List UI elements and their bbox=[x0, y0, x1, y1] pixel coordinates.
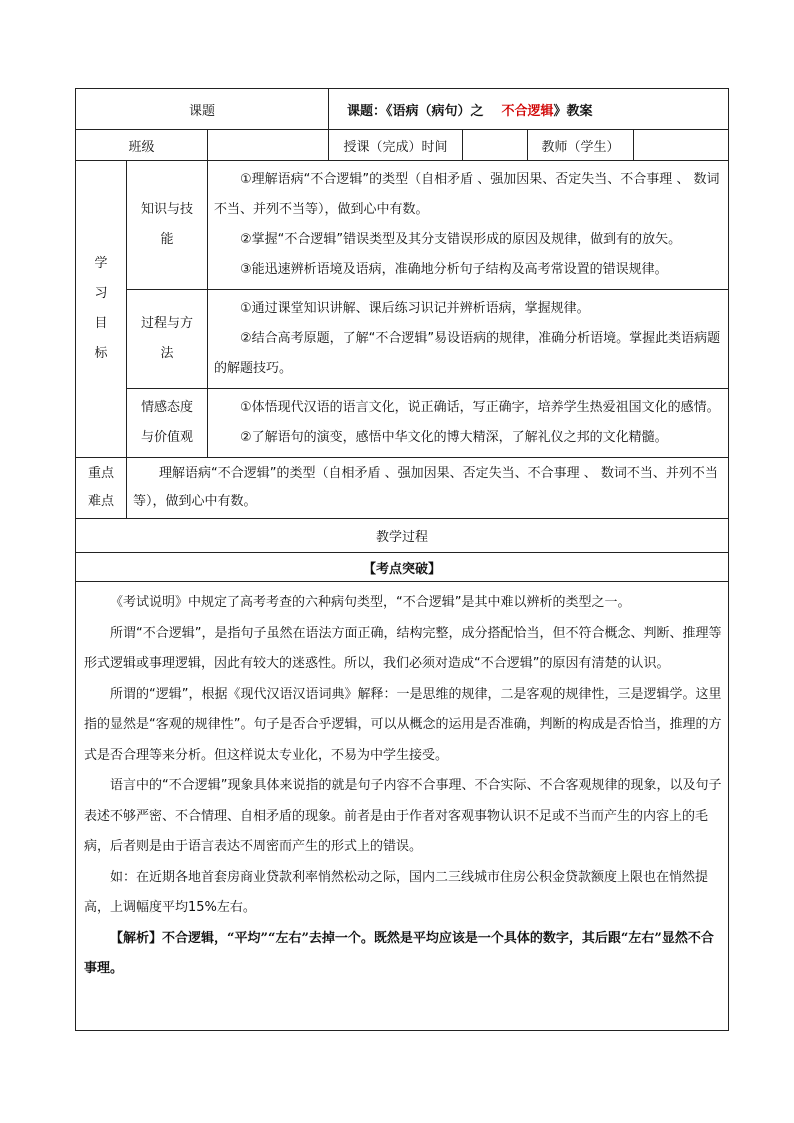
key-points-row bbox=[76, 458, 729, 519]
objective-line: ①理解语病“不合逻辑”的类型（自相矛盾 、强加因果、否定失当、不合事理 、 数词不当、并列不当等），做到心中有数。 bbox=[214, 172, 720, 217]
title-value-main: 课题：《语病（病句）之 bbox=[347, 103, 484, 119]
objective-line: ③能迅速辨析语境及语病，准确地分析句子结构及高考常设置的错误规律。 bbox=[240, 262, 668, 277]
objective-label-line: 过程与方 bbox=[140, 316, 193, 331]
objective-label-process bbox=[127, 290, 208, 389]
objectives-group-char: 目 bbox=[94, 316, 108, 331]
title-value-end: 》教案 bbox=[553, 103, 593, 119]
time-value bbox=[463, 130, 528, 161]
title-value-highlight: 不合逻辑 bbox=[501, 103, 554, 119]
objective-text-attitude bbox=[208, 389, 729, 458]
objective-text-knowledge bbox=[208, 161, 729, 290]
process-subheading-row bbox=[76, 553, 729, 582]
objective-label-line: 情感态度 bbox=[140, 400, 193, 415]
objective-row-attitude bbox=[76, 389, 729, 458]
lesson-plan-table bbox=[75, 88, 729, 1031]
objective-label-line: 知识与技 bbox=[140, 202, 193, 217]
time-label: 授课（完成）时间 bbox=[329, 130, 463, 161]
process-paragraph: 《考试说明》中规定了高考考查的六种病句类型，“不合逻辑”是其中难以辨析的类型之一。 bbox=[110, 595, 631, 610]
process-paragraph: 如：在近期各地首套房商业贷款利率悄然松动之际，国内二三线城市住房公积金贷款额度上限也在悄然提高，上调幅度平均15%左右。 bbox=[84, 869, 709, 915]
teacher-label: 教师（学生） bbox=[528, 130, 634, 161]
objectives-group-char: 学 bbox=[94, 256, 108, 271]
title-value bbox=[329, 89, 729, 130]
objective-line: ②结合高考原题，了解“不合逻辑”易设语病的规律，准确分析语境。掌握此类语病题的解题技巧。 bbox=[214, 331, 721, 376]
class-value bbox=[208, 130, 329, 161]
objective-label-knowledge bbox=[127, 161, 208, 290]
objective-line: ①体悟现代汉语的语言文化，说正确话，写正确字，培养学生热爱祖国文化的感情。 bbox=[240, 400, 720, 415]
lesson-plan-page bbox=[75, 88, 728, 1041]
process-body-row bbox=[76, 582, 729, 1031]
process-paragraph: 语言中的“不合逻辑”现象具体来说指的就是句子内容不合事理、不合实际、不合客观规律的现象，以及句子表述不够严密、不合情理、自相矛盾的现象。前者是由于作者对客观事物认识不足或不当而产生的内容上的毛病，后者则是由于语言表达不周密而产生的形式上的错误。 bbox=[84, 778, 722, 854]
objective-text-process bbox=[208, 290, 729, 389]
analysis-paragraph bbox=[84, 924, 722, 985]
process-heading-row bbox=[76, 519, 729, 553]
key-points-text: 理解语病“不合逻辑”的类型（自相矛盾 、强加因果、否定失当、不合事理 、 数词不当、并列不当等），做到心中有数。 bbox=[127, 458, 729, 519]
analysis-text: 不合逻辑，“平均”“左右”去掉一个。既然是平均应该是一个具体的数字，其后跟“左右”显然不合事理。 bbox=[84, 930, 714, 976]
objective-label-line: 能 bbox=[160, 232, 174, 247]
class-row bbox=[76, 130, 729, 161]
key-points-label bbox=[76, 458, 127, 519]
objectives-group-label bbox=[76, 161, 127, 458]
process-paragraph: 所谓的“逻辑”，根据《现代汉语汉语词典》解释：一是思维的规律，二是客观的规律性，三是逻辑学。这里指的显然是“客观的规律性”。句子是否合乎逻辑，可以从概念的运用是否准确，判断的构成是否恰当，推理的方式是否合理等来分析。但这样说太专业化，不易为中学生接受。 bbox=[84, 686, 722, 763]
process-body bbox=[76, 582, 729, 1031]
objective-label-line: 与价值观 bbox=[140, 430, 193, 445]
objective-row-process bbox=[76, 290, 729, 389]
key-points-label-line: 重点 bbox=[87, 466, 114, 481]
objective-line: ②了解语句的演变，感悟中华文化的博大精深，了解礼仪之邦的文化精髓。 bbox=[240, 430, 668, 445]
key-points-label-line: 难点 bbox=[87, 494, 114, 509]
process-paragraph: 所谓“不合逻辑”，是指句子虽然在语法方面正确，结构完整，成分搭配恰当，但不符合概念、判断、推理等形式逻辑或事理逻辑，因此有较大的迷惑性。所以，我们必须对造成“不合逻辑”的原因有清楚的认识。 bbox=[84, 625, 722, 671]
objective-label-attitude bbox=[127, 389, 208, 458]
objective-line: ①通过课堂知识讲解、课后练习识记并辨析语病，掌握规律。 bbox=[240, 301, 590, 316]
objective-row-knowledge bbox=[76, 161, 729, 290]
objective-label-line: 法 bbox=[160, 346, 174, 361]
process-subheading: 【考点突破】 bbox=[76, 553, 729, 582]
class-label: 班级 bbox=[76, 130, 208, 161]
teacher-value bbox=[634, 130, 729, 161]
objectives-group-char: 标 bbox=[94, 346, 108, 361]
objective-line: ②掌握“不合逻辑”错误类型及其分支错误形成的原因及规律，做到有的放矢。 bbox=[240, 232, 682, 247]
title-label: 课题 bbox=[76, 89, 329, 130]
process-heading: 教学过程 bbox=[76, 519, 729, 553]
analysis-label: 【解析】 bbox=[110, 930, 163, 946]
title-row bbox=[76, 89, 729, 130]
objectives-group-char: 习 bbox=[94, 286, 108, 301]
